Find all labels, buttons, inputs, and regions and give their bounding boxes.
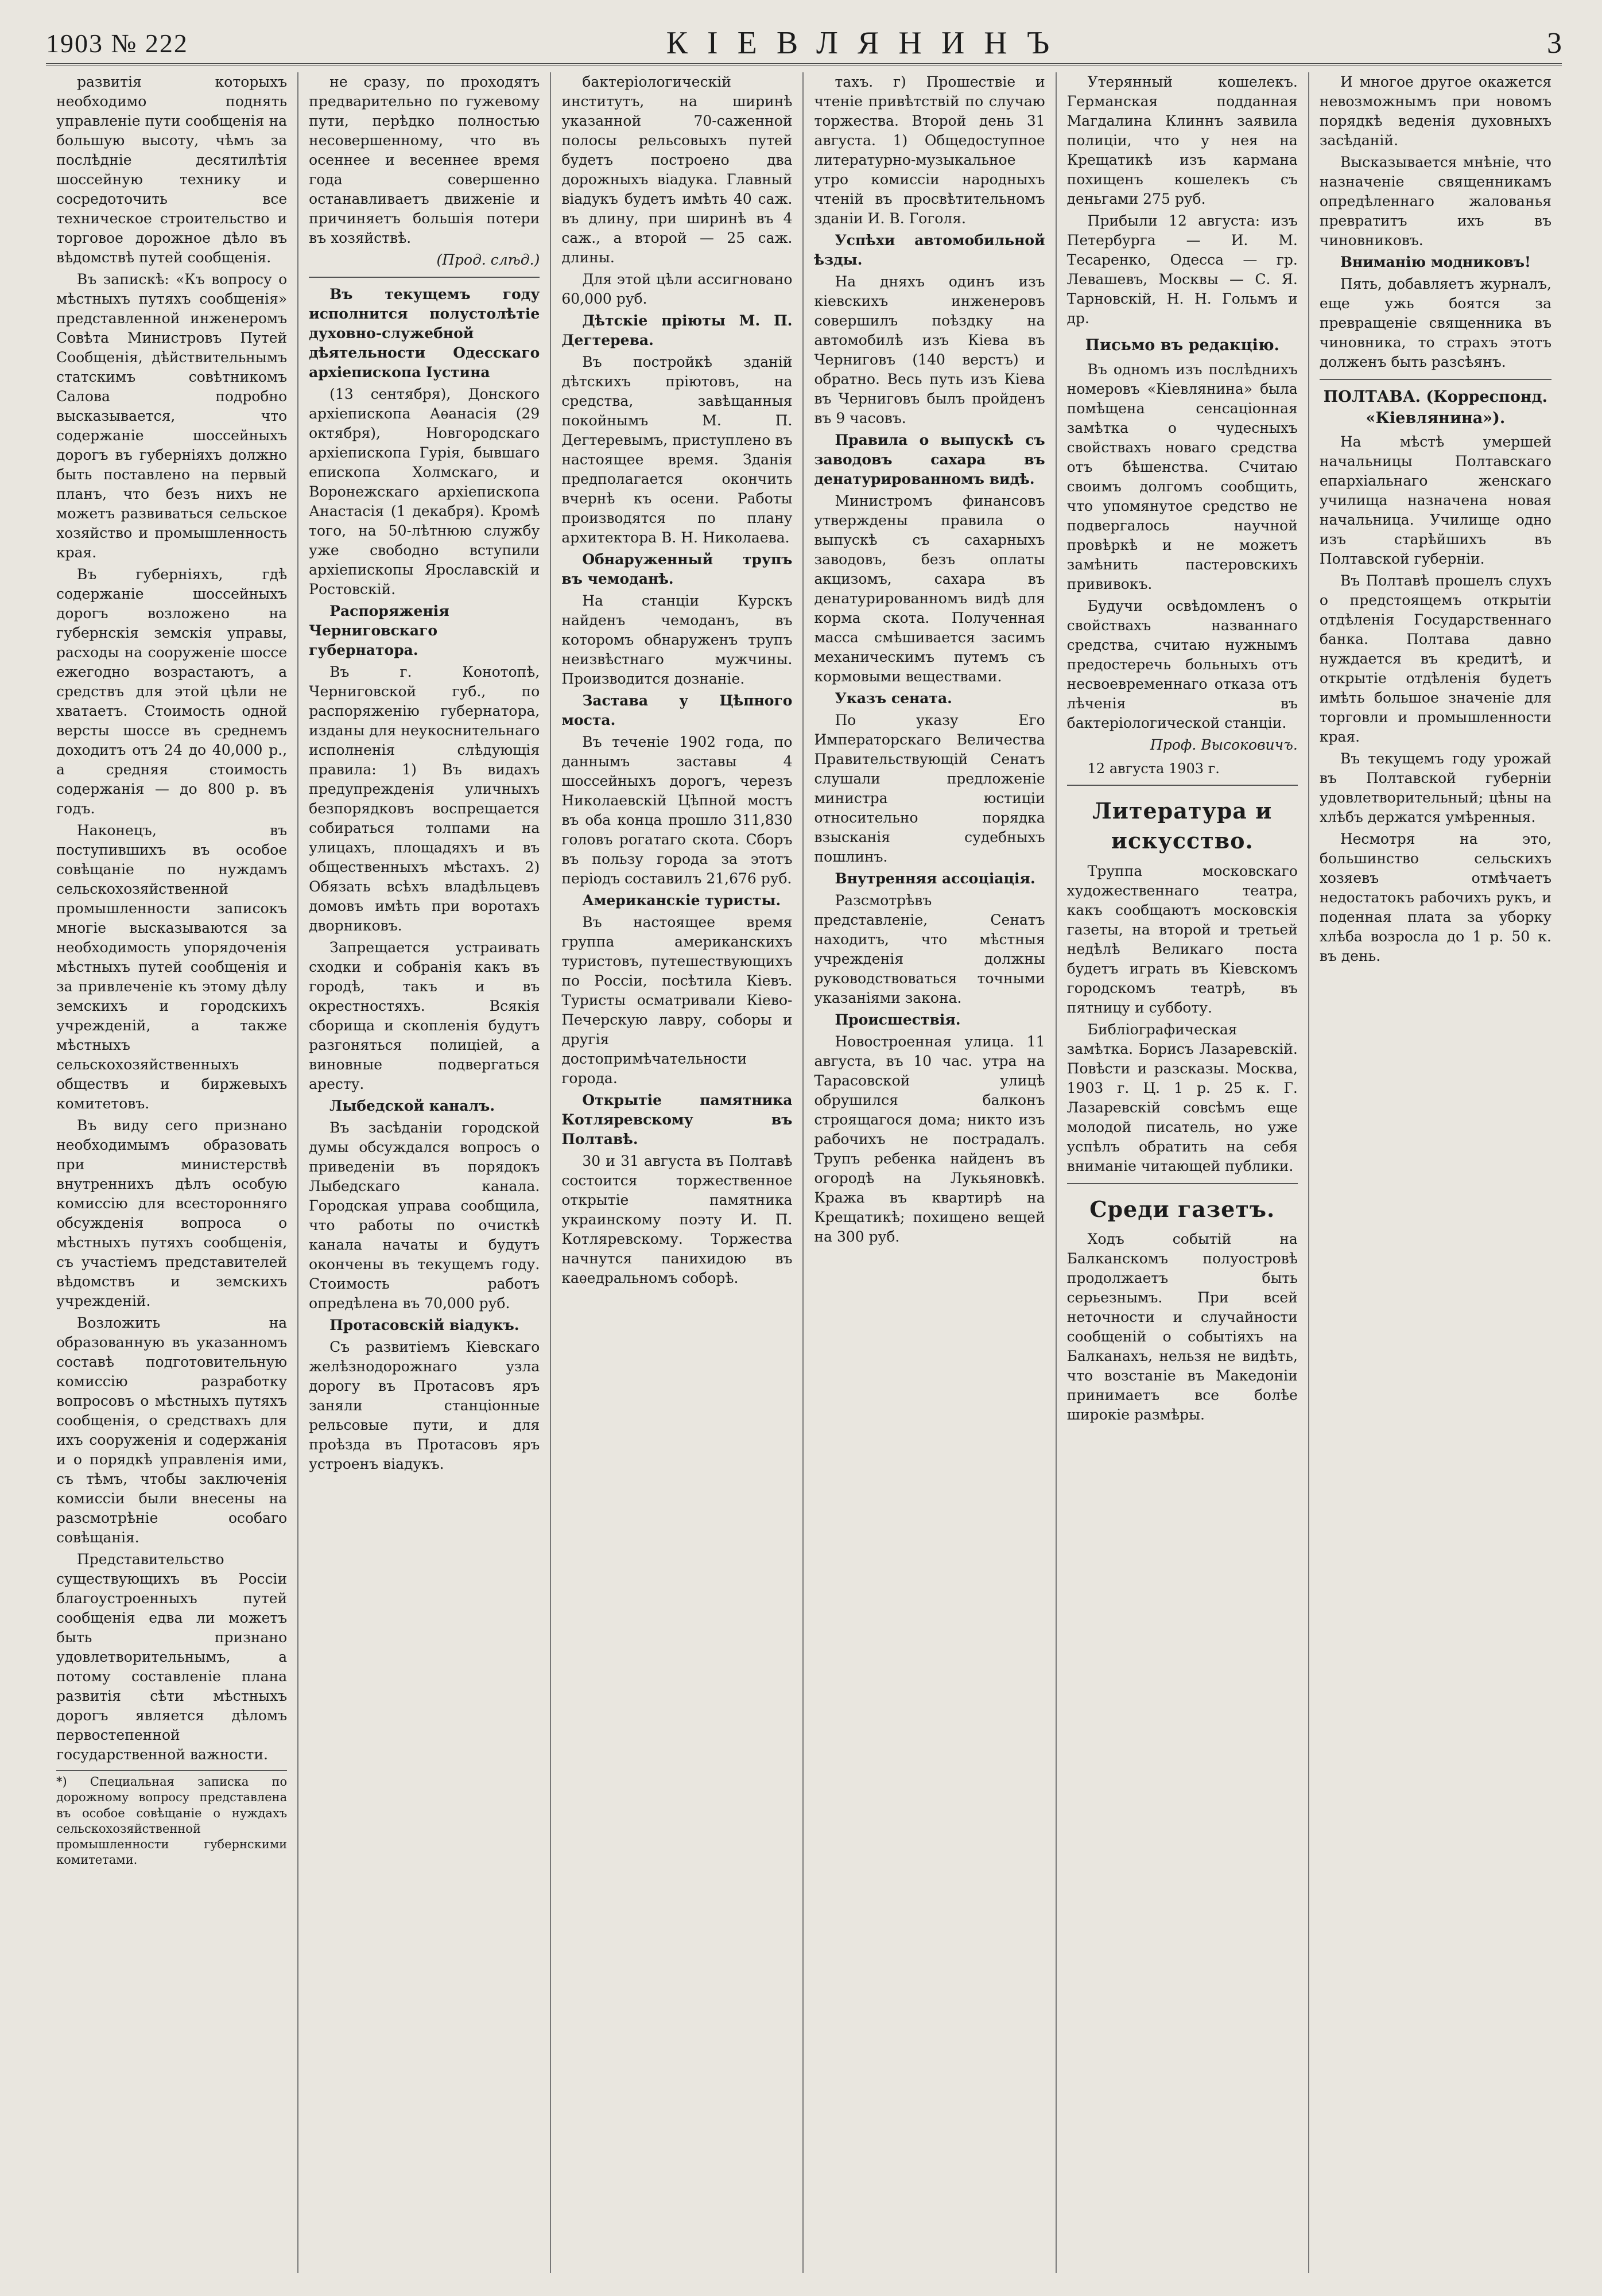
article-paragraph: Возложить на образованную въ указанномъ составѣ подготовительную комиссію разработку вопросовъ о мѣстныхъ путяхъ сообщенія, о средствахъ для ихъ сооруженія и содержанія и о порядкѣ управленія ими, съ тѣмъ, чтобы заключенія комиссіи были внесены на разсмотрѣніе особаго совѣщанія. (56, 1314, 288, 1546)
article-paragraph: На станціи Курскъ найденъ чемоданъ, въ которомъ обнаруженъ трупъ неизвѣстнаго мужчины. Производится дознаніе. (561, 592, 793, 687)
article-paragraph: развитія которыхъ необходимо поднять управленіе пути сообщенія на большую высоту, чѣмъ за послѣдніе десятилѣтія шоссейную технику и сосредоточить все техническое строительство и торговое дорожное дѣло въ вѣдомствѣ путей сообщенія. (56, 73, 288, 266)
continuation-note: (Прод. слѣд.) (436, 251, 540, 268)
article-paragraph: Въ Полтавѣ прошелъ слухъ о предстоящемъ открытіи отдѣленія Государственнаго банка. Полтава давно нуждается въ кредитѣ, и открытіе отдѣленія будетъ имѣть большое значеніе для торговли и промышленности края. (1319, 572, 1551, 746)
news-lead: Вниманію модниковъ! (1340, 254, 1531, 270)
article-paragraph: Въ виду сего признано необходимымъ образовать при министерствѣ внутреннихъ дѣлъ особую комиссію для всесторонняго обсужденія вопроса о мѣстныхъ путяхъ сообщенія, съ участіемъ представителей вѣдомствъ и земскихъ учрежденій. (56, 1117, 288, 1309)
article-paragraph: Прибыли 12 августа: изъ Петербурга — И. М. Тесаренко, Одесса — гр. Левашевъ, Москвы — С. Я. Тарновскій, Н. Н. Гольмъ и др. (1066, 212, 1298, 327)
article-paragraph: Въ засѣданіи городской думы обсуждался вопросъ о приведеніи въ порядокъ Лыбедскаго канала. Городская управа сообщила, что работы по очисткѣ канала начаты и будутъ окончены въ текущемъ году. Стоимость работъ опредѣлена въ 70,000 руб. (309, 1119, 540, 1312)
article-paragraph: бактеріологическій институтъ, на ширинѣ указанной 70-саженной полосы рельсовыхъ путей будетъ построено два дорожныхъ віадука. Главный віадукъ будетъ имѣть 40 саж. въ длину, при ширинѣ въ 4 саж., а второй — 25 саж. длины. (561, 73, 793, 266)
article-paragraph: По указу Его Императорскаго Величества Правительствующій Сенатъ слушали предложеніе министра юстиціи относительно порядка взысканія судебныхъ пошлинъ. (814, 712, 1045, 865)
news-lead: Указъ сената. (835, 690, 952, 707)
news-lead: Обнаруженный трупъ въ чемоданѣ. (561, 551, 793, 587)
article-paragraph: Въ теченіе 1902 года, по даннымъ заставы 4 шоссейныхъ дорогъ, черезъ Николаевскій Цѣпной мостъ въ оба конца прошло 311,830 головъ рогатаго скота. Сборъ въ пользу города за этотъ періодъ составилъ 21,676 руб. (561, 734, 793, 887)
news-lead: Распоряженія Черниговскаго губернатора. (309, 603, 449, 658)
section-heading: Среди газетъ. (1089, 1196, 1275, 1222)
article-paragraph: Будучи освѣдомленъ о свойствахъ названнаго средства, считаю нужнымъ предостеречь больныхъ отъ несвоевременнаго отказа отъ лѣченія въ бактеріологической станціи. (1066, 597, 1298, 731)
article-paragraph: Пять, добавляетъ журналъ, еще ужь боятся за превращеніе священника въ чиновника, то страхъ этотъ долженъ быть разсѣянъ. (1319, 276, 1551, 370)
article-paragraph: Библіографическая замѣтка. Борисъ Лазаревскій. Повѣсти и разсказы. Москва, 1903 г. Ц. 1 р. 25 к. Г. Лазаревскій совсѣмъ еще молодой писатель, но уже успѣлъ обратить на себя вниманіе читающей публики. (1066, 1021, 1298, 1174)
article-paragraph: Въ губерніяхъ, гдѣ содержаніе шоссейныхъ дорогъ возложено на губернскія земскія управы, расходы на сооруженіе шоссе ежегодно возрастаютъ, а средствъ для этой цѣли не хватаетъ. Стоимость одной версты шоссе въ среднемъ доходитъ отъ 24 до 40,000 р., а средняя стоимость содержанія — до 800 р. въ годъ. (56, 566, 288, 817)
news-lead: Происшествія. (835, 1011, 961, 1028)
article-paragraph: 30 и 31 августа въ Полтавѣ состоится торжественное открытіе памятника украинскому поэту И. П. Котляревскому. Торжества начнутся панихидою въ каѳедральномъ соборѣ. (561, 1153, 793, 1286)
section-heading: ПОЛТАВА. (Корреспонд. «Кіевлянина»). (1323, 388, 1548, 427)
news-lead: Лыбедской каналъ. (329, 1097, 495, 1114)
article-paragraph: Въ одномъ изъ послѣднихъ номеровъ «Кіевлянина» была помѣщена сенсаціонная замѣтка о чудесныхъ свойствахъ новаго средства отъ бѣшенства. Считаю своимъ долгомъ сообщить, что упомянутое средство не подвергалось научной провѣркѣ и не можетъ замѣнить пастеровскихъ прививокъ. (1066, 360, 1298, 592)
news-lead: Успѣхи автомобильной ѣзды. (814, 232, 1045, 268)
article-paragraph: На мѣстѣ умершей начальницы Полтавскаго епархіальнаго женскаго училища назначена новая начальница. Училище одно изъ старѣйшихъ въ Полтавской губерніи. (1319, 433, 1551, 568)
section-heading: Письмо въ редакцію. (1085, 336, 1279, 354)
newspaper-title: КІЕВЛЯНИНЪ (666, 25, 1069, 61)
article-paragraph: И многое другое окажется невозможнымъ при новомъ порядкѣ веденія духовныхъ засѣданій. (1319, 73, 1551, 149)
page-number: 3 (1546, 26, 1562, 60)
article-paragraph: Для этой цѣли ассигновано 60,000 руб. (561, 271, 793, 307)
article-paragraph: Въ запискѣ: «Къ вопросу о мѣстныхъ путяхъ сообщенія» представленной инженеромъ Совѣта Министровъ Путей Сообщенія, дѣйствительнымъ статскимъ совѣтникомъ Салова подробно высказывается, что содержаніе шоссейныхъ дорогъ въ губерніяхъ должно быть поставлено на первый планъ, что безъ нихъ не можетъ развиваться сельское хозяйство и промышленность края. (56, 271, 288, 561)
news-lead: Дѣтскіе пріюты М. П. Дегтерева. (561, 312, 793, 348)
article-paragraph: Представительство существующихъ въ Россіи благоустроенныхъ путей сообщенія едва ли можетъ быть признано удовлетворительнымъ, а потому составленіе плана развитія сѣти мѣстныхъ дорогъ является дѣломъ первостепенной государственной важности. (56, 1551, 288, 1763)
article-paragraph: Наконецъ, въ поступившихъ въ особое совѣщаніе по нуждамъ сельскохозяйственной промышленности записокъ многіе высказываются за необходимость упорядоченія мѣстныхъ путей сообщенія и за привлеченіе къ этому дѣлу земскихъ и городскихъ учрежденій, а также мѣстныхъ сельскохозяйственныхъ обществъ и биржевыхъ комитетовъ. (56, 822, 288, 1112)
article-paragraph: Ходъ событій на Балканскомъ полуостровѣ продолжаетъ быть серьезнымъ. При всей неточности и случайности сообщеній о событіяхъ на Балканахъ, нельзя не видѣть, что возстаніе въ Македоніи принимаетъ все болѣе широкіе размѣры. (1066, 1231, 1298, 1424)
news-lead: Въ текущемъ году исполнится полустолѣтіе духовно-служебной дѣятельности Одесскаго архіепископа Іустина (309, 286, 540, 381)
article-paragraph: Въ текущемъ году урожай въ Полтавской губерніи удовлетворительный; цѣны на хлѣбъ держатся умѣренныя. (1319, 750, 1551, 826)
column-5 (1057, 72, 1309, 2273)
divider (1067, 785, 1298, 786)
article-paragraph: Разсмотрѣвъ представленіе, Сенатъ находитъ, что мѣстныя учрежденія должны руководствоваться точными указаніями закона. (814, 892, 1045, 1006)
article-paragraph: Запрещается устраивать сходки и собранія какъ въ городѣ, такъ и въ окрестностяхъ. Всякія сборища и скопленія будутъ разгоняться полиціей, а виновные подвергаться аресту. (309, 939, 540, 1092)
column-2 (298, 72, 551, 2273)
letter-date: 12 августа 1903 г. (1087, 760, 1220, 777)
section-heading: Литература и искусство. (1092, 798, 1273, 854)
column-1 (46, 72, 298, 2273)
news-lead: Открытіе памятника Котляревскому въ Полтавѣ. (561, 1092, 793, 1147)
article-paragraph: Въ настоящее время группа американскихъ туристовъ, путешествующихъ по Россіи, посѣтила Кіевъ. Туристы осматривали Кіево-Печерскую лавру, соборы и другія достопримѣчательности города. (561, 914, 793, 1087)
news-lead: Застава у Цѣпного моста. (561, 692, 793, 728)
article-paragraph: (13 сентября), Донского архіепископа Аѳанасія (29 октября), Новгородскаго архіепископа Гурія, бывшаго епископа Холмскаго, и Воронежскаго архіепископа Анастасія (1 декабря). Кромѣ того, на 50-лѣтнюю службу уже свободно вступили архіепископы Ярославскій и Ростовскій. (309, 386, 540, 598)
news-lead: Правила о выпускѣ съ заводовъ сахара въ денатурированномъ видѣ. (814, 432, 1045, 487)
article-paragraph: Несмотря на это, большинство сельскихъ хозяевъ отмѣчаетъ недостатокъ рабочихъ рукъ, и поденная плата за уборку хлѣба возросла до 1 р. 50 к. въ день. (1319, 831, 1551, 965)
article-columns (46, 72, 1562, 2273)
footnote: *) Специальная записка по дорожному вопросу представлена въ особое совѣщаніе о нуждахъ сельскохозяйственной промышленности губернскими комитетами. (56, 1770, 287, 1868)
issue-number: 1903 № 222 (46, 28, 188, 58)
article-paragraph: Въ постройкѣ зданій дѣтскихъ пріютовъ, на средства, завѣщанныя покойнымъ М. П. Дегтеревымъ, приступлено въ настоящее время. Зданія предполагается окончить вчернѣ къ осени. Работы производятся по плану архитектора В. Н. Николаева. (561, 354, 793, 546)
article-paragraph: Труппа московскаго художественнаго театра, какъ сообщаютъ московскія газеты, на второй и третьей недѣлѣ Великаго поста будетъ играть въ Кіевскомъ городскомъ театрѣ, въ пятницу и субботу. (1066, 862, 1298, 1016)
column-4 (804, 72, 1056, 2273)
column-6 (1309, 72, 1562, 2273)
article-paragraph: Министромъ финансовъ утверждены правила о выпускѣ съ сахарныхъ заводовъ, безъ оплаты акцизомъ, сахара въ денатурированномъ видѣ для корма скота. Полученная масса смѣшивается засимъ механическимъ путемъ съ кормовыми веществами. (814, 492, 1045, 685)
article-paragraph: Утерянный кошелекъ. Германская подданная Магдалина Клиннъ заявила полиціи, что у нея на Крещатикѣ изъ кармана похищенъ кошелекъ съ деньгами 275 руб. (1066, 73, 1298, 207)
article-paragraph: На дняхъ одинъ изъ кіевскихъ инженеровъ совершилъ поѣздку на автомобилѣ изъ Кіева въ Черниговъ (140 верстъ) и обратно. Весь путь изъ Кіева въ Черниговъ былъ пройденъ въ 9 часовъ. (814, 273, 1045, 426)
news-lead: Внутренняя ассоціація. (835, 870, 1035, 887)
divider (1067, 1183, 1298, 1184)
author-signature: Проф. Высоковичъ. (1150, 736, 1298, 753)
article-paragraph: тахъ. г) Прошествіе и чтеніе привѣтствій по случаю торжества. Второй день 31 августа. 1) Общедоступное литературно-музыкальное утро комиссіи народныхъ чтеній въ просвѣтительномъ зданіи И. В. Гоголя. (814, 73, 1045, 227)
divider (309, 277, 540, 278)
column-3 (551, 72, 804, 2273)
masthead (46, 23, 1562, 65)
article-paragraph: Съ развитіемъ Кіевскаго желѣзнодорожнаго узла дорогу въ Протасовъ яръ заняли станціонные рельсовые пути, и для проѣзда въ Протасовъ яръ устроенъ віадукъ. (309, 1339, 540, 1472)
article-paragraph: Высказывается мнѣніе, что назначеніе священникамъ опредѣленнаго жалованья превратитъ ихъ въ чиновниковъ. (1319, 154, 1551, 249)
article-paragraph: Въ г. Конотопѣ, Черниговской губ., по распоряженію губернатора, изданы для неукоснительнаго исполненія слѣдующія правила: 1) Въ видахъ предупрежденія уличныхъ безпорядковъ воспрещается собираться толпами на улицахъ, площадяхъ и въ общественныхъ мѣстахъ. 2) Обязать всѣхъ владѣльцевъ домовъ имѣть при воротахъ дворниковъ. (309, 664, 540, 934)
article-paragraph: Новостроенная улица. 11 августа, въ 10 час. утра на Тарасовской улицѣ обрушился балконъ строящагося дома; никто изъ рабочихъ не пострадалъ. Трупъ ребенка найденъ въ огородѣ на Лукьяновкѣ. Кража въ квартирѣ на Крещатикѣ; похищено вещей на 300 руб. (814, 1033, 1045, 1245)
news-lead: Протасовскій віадукъ. (329, 1317, 519, 1333)
divider (1320, 379, 1551, 380)
news-lead: Американскіе туристы. (582, 892, 781, 909)
article-paragraph: не сразу, по проходятъ предварительно по гужевому пути, перѣдко полностью несовершенному, что въ осеннее и весеннее время года совершенно останавливаетъ движеніе и причиняетъ большія потери въ хозяйствѣ. (309, 73, 540, 246)
